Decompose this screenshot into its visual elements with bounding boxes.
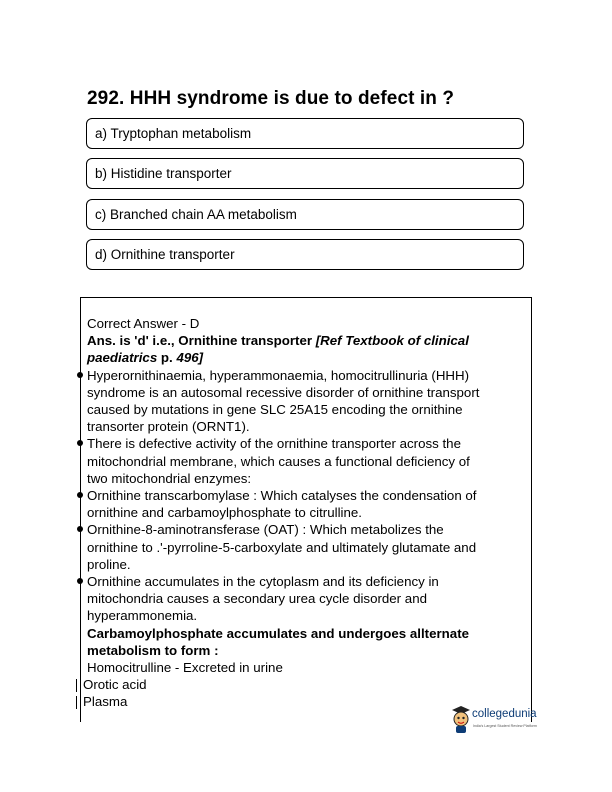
correct-answer: Correct Answer - D [87, 316, 200, 331]
tick-mark-icon [80, 662, 81, 675]
collegedunia-logo [450, 704, 546, 738]
bullet-item: Ornithine transcarbomylase : Which catalyses the condensation of ornithine and carbamoylphosphate to citrulline. [87, 487, 519, 521]
answer-content [83, 315, 519, 711]
answer-prefix: Ans. is 'd' i.e., Ornithine transporter [87, 333, 316, 349]
reference-2b: p. [157, 350, 177, 366]
bullet-item: Ornithine accumulates in the cytoplasm and its deficiency in mitochondria causes a secondary urea cycle disorder and hyperammonemia. [87, 573, 519, 625]
tick-mark-icon [76, 696, 77, 709]
reference-line-2 [87, 349, 519, 366]
sub-item: Orotic acid [83, 676, 519, 693]
option-b[interactable]: b) Histidine transporter [86, 158, 524, 189]
graduate-mascot-icon [450, 704, 472, 734]
answer-explanation-heading [87, 332, 519, 349]
sub-item: Plasma [83, 693, 519, 710]
logo-brand: collegedunia [472, 708, 537, 720]
tick-mark-icon [76, 679, 77, 692]
option-c[interactable]: c) Branched chain AA metabolism [86, 199, 524, 230]
bullet-item: There is defective activity of the ornithine transporter across the mitochondrial membrane, which causes a functional deficiency of two mitochondrial enzymes: [87, 435, 519, 487]
bullet-icon [77, 372, 83, 378]
sub-item: Homocitrulline - Excreted in urine [87, 659, 519, 676]
bullet-item: Ornithine-8-aminotransferase (OAT) : Which metabolizes the ornithine to .'-pyrroline-5-carboxylate and ultimately glutamate and proline. [87, 521, 519, 573]
option-a[interactable]: a) Tryptophan metabolism [86, 118, 524, 149]
bullet-icon [77, 492, 83, 498]
logo-tagline: India's Largest Student Review Platform [473, 724, 537, 728]
bold-statement-line-2: metabolism to form : [87, 642, 219, 658]
option-d[interactable]: d) Ornithine transporter [86, 239, 524, 270]
reference-2a: paediatrics [87, 350, 158, 366]
reference-2c: 496] [176, 350, 204, 366]
reference-1: [Ref Textbook of clinical [315, 333, 469, 349]
bold-statement-line-1: Carbamoylphosphate accumulates and undergoes allternate [87, 625, 470, 641]
bullet-icon [77, 578, 83, 584]
question-title: 292. HHH syndrome is due to defect in ? [87, 88, 455, 109]
bullet-item: Hyperornithinaemia, hyperammonaemia, homocitrullinuria (HHH) syndrome is an autosomal recessive disorder of ornithine transport caused by mutations in gene SLC 25A15 encoding the ornithine transorter protein (ORNT1). [87, 367, 519, 436]
